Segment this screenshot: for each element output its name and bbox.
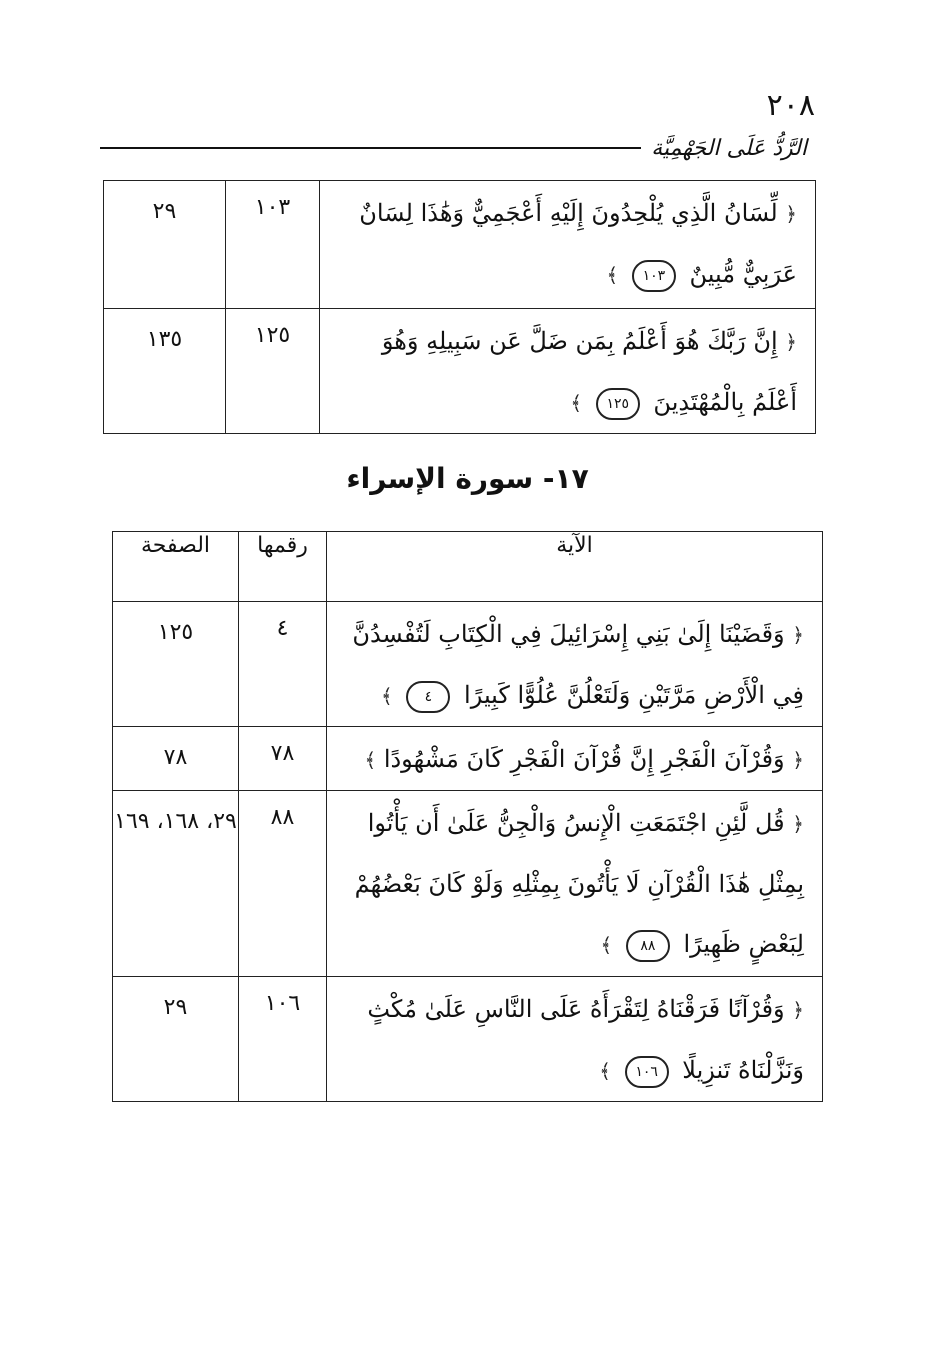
open-bracket-ornament-icon: ﴿ (792, 623, 804, 647)
section-title: ١٧- سورة الإسراء (346, 462, 589, 495)
ayah-cell (327, 602, 823, 727)
ayah-number-cell: ٧٨ (239, 727, 327, 791)
ayah-text: إِنَّ رَبَّكَ هُوَ أَعْلَمُ بِمَن ضَلَّ عَن سَبِيلِهِ وَهُوَ أَعْلَمُ بِالْمُهْتَدِينَ (381, 327, 797, 416)
open-bracket-ornament-icon: ﴿ (792, 812, 804, 836)
ayah-text: وَقَضَيْنَا إِلَىٰ بَنِي إِسْرَائِيلَ فِي الْكِتَابِ لَتُفْسِدُنَّ فِي الْأَرْضِ مَرَّتَيْنِ وَلَتَعْلُنَّ عُلُوًّا كَبِيرًا (352, 620, 804, 709)
page-cell: ٢٩، ١٦٨، ١٦٩ (113, 791, 239, 977)
page-number: ٢٠٨ (766, 88, 815, 123)
header-number: رقمها (239, 532, 327, 602)
ayah-number-cell: ١٢٥ (226, 309, 320, 434)
ayah-number-mark-icon: ٨٨ (626, 930, 670, 962)
close-bracket-ornament-icon: ﴾ (381, 684, 393, 708)
ayah-text: وَقُرْآنًا فَرَقْنَاهُ لِتَقْرَأَهُ عَلَى النَّاسِ عَلَىٰ مُكْثٍ وَنَزَّلْنَاهُ تَنزِيلًا (367, 995, 804, 1084)
table-row (113, 602, 823, 727)
open-bracket-ornament-icon: ﴿ (785, 202, 797, 226)
ayah-number-mark-icon: ١٢٥ (596, 388, 640, 420)
page-cell: ٢٩ (104, 181, 226, 309)
ayah-cell (320, 181, 816, 309)
table-header-row (113, 532, 823, 602)
ayah-cell (327, 977, 823, 1102)
ayah-text: وَقُرْآنَ الْفَجْرِ إِنَّ قُرْآنَ الْفَجْرِ كَانَ مَشْهُودًا (383, 745, 785, 773)
close-bracket-ornament-icon: ﴾ (364, 748, 377, 772)
ayah-number-cell: ٤ (239, 602, 327, 727)
ayah-cell (327, 727, 823, 791)
table-row (113, 791, 823, 977)
close-bracket-ornament-icon: ﴾ (600, 933, 613, 957)
ayah-number-cell: ١٠٣ (226, 181, 320, 309)
running-title: الرَّدُّ عَلَى الجَهْمِيَّة (651, 135, 807, 161)
header-rule (100, 147, 641, 149)
open-bracket-ornament-icon: ﴿ (792, 998, 804, 1022)
table-top (103, 180, 816, 434)
close-bracket-ornament-icon: ﴾ (570, 391, 583, 415)
header-page: الصفحة (113, 532, 239, 602)
table-row (104, 309, 816, 434)
table-row (104, 181, 816, 309)
table-row (113, 727, 823, 791)
page-cell: ١٢٥ (113, 602, 239, 727)
ayah-number-cell: ١٠٦ (239, 977, 327, 1102)
page-cell: ١٣٥ (104, 309, 226, 434)
ayah-cell (327, 791, 823, 977)
open-bracket-ornament-icon: ﴿ (785, 330, 797, 354)
table-main (112, 531, 823, 1102)
ayah-text: قُل لَّئِنِ اجْتَمَعَتِ الْإِنسُ وَالْجِنُّ عَلَىٰ أَن يَأْتُوا بِمِثْلِ هَٰذَا الْقُرْآنِ لَا يَأْتُونَ بِمِثْلِهِ وَلَوْ كَانَ بَعْضُهُمْ لِبَعْضٍ ظَهِيرًا (354, 809, 804, 958)
page-cell: ٧٨ (113, 727, 239, 791)
close-bracket-ornament-icon: ﴾ (599, 1059, 611, 1083)
running-header (100, 128, 807, 168)
open-bracket-ornament-icon: ﴿ (792, 748, 804, 772)
ayah-number-mark-icon: ٤ (406, 681, 450, 713)
ayah-text: لِّسَانُ الَّذِي يُلْحِدُونَ إِلَيْهِ أَعْجَمِيٌّ وَهَٰذَا لِسَانٌ عَرَبِيٌّ مُّبِينٌ (359, 199, 797, 288)
ayah-number-cell: ٨٨ (239, 791, 327, 977)
page-cell: ٢٩ (113, 977, 239, 1102)
ayah-number-mark-icon: ١٠٦ (625, 1056, 669, 1088)
ayah-number-mark-icon: ١٠٣ (632, 260, 676, 292)
table-row (113, 977, 823, 1102)
header-ayah: الآية (327, 532, 823, 602)
ayah-cell (320, 309, 816, 434)
close-bracket-ornament-icon: ﴾ (606, 263, 619, 287)
